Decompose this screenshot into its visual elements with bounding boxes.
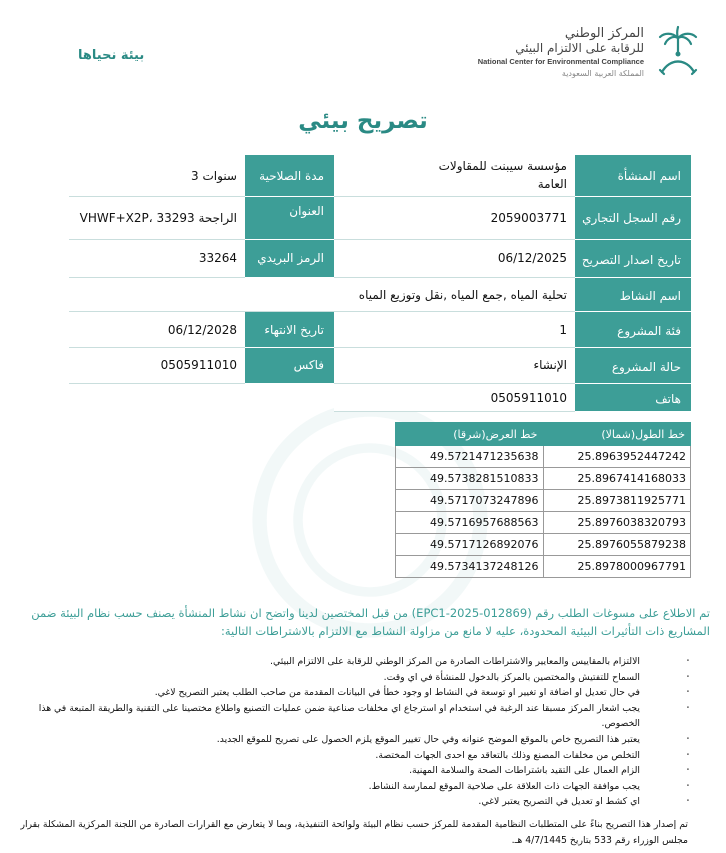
facility-name-value: مؤسسة سيبنت للمقاولات العامة: [334, 155, 575, 197]
list-item: · يجب اشعار المركز مسبقا عند الرغبة في استخدام او استرجاع اي مخلفات صناعية ضمن عمليات التصنيع واطلاع مختصينا على التقنية والطريقة المتبعة في هذا الخصوص.: [14, 701, 690, 732]
org-name-ar-line2: للرقابة على الالتزام البيئي: [515, 41, 644, 55]
table-row: [396, 512, 691, 534]
longitude-cell: 25.8967414168033: [543, 468, 691, 490]
fax-value: 0505911010: [69, 348, 245, 384]
country-name: المملكة العربية السعودية: [561, 69, 644, 78]
organization-block: [478, 26, 644, 78]
coordinates-table: [395, 422, 691, 578]
facility-name-label: اسم المنشأة: [575, 155, 691, 197]
list-item: · يعتبر هذا التصريح خاص بالموقع الموضح عنوانه وفي حال تغيير الموقع يلزم الحصول على تصريح للموقع الجديد.: [14, 732, 690, 748]
intro-text-after: من قبل المختصين لدينا واتضح ان نشاط المنشأة يصنف حسب نظام البيئة ضمن المشاريع ذات التأثيرات البيئية المحدودة، عليه لا مانع من مزاولة النشاط مع الالتزام بالاشتراطات التالية:: [31, 606, 710, 638]
org-name-en: National Center for Environmental Compliance: [477, 57, 644, 66]
request-number: (EPC1-2025-012869): [411, 606, 532, 620]
palm-swords-emblem-icon: [652, 24, 704, 82]
latitude-cell: 49.5721471235638: [396, 446, 544, 468]
longitude-cell: 25.8963952447242: [543, 446, 691, 468]
intro-text-before: تم الاطلاع على مسوغات الطلب رقم: [535, 606, 710, 620]
longitude-cell: 25.8976038320793: [543, 512, 691, 534]
category-value: 1: [334, 312, 575, 348]
table-row: [396, 446, 691, 468]
list-item: · في حال تعديل او اضافة او تغيير او توسعة في النشاط او وجود خطأ في البيانات المقدمة من صاحب الطلب يعتبر التصريح لاغي.: [14, 685, 690, 701]
longitude-cell: 25.8978000967791: [543, 556, 691, 578]
list-item: · التخلص من مخلفات المصنع وذلك بالتعاقد مع احدى الجهات المختصة.: [14, 748, 690, 764]
status-value: الإنشاء: [334, 348, 575, 384]
list-item: · الالتزام بالمقاييس والمعايير والاشتراطات الصادرة من المركز الوطني للرقابة على الالتزام البيئي.: [14, 654, 690, 670]
postal-value: 33264: [69, 240, 245, 278]
coordinates-header-row: [396, 423, 691, 446]
phone-label: هاتف: [575, 384, 691, 412]
expiry-value: 06/12/2028: [69, 312, 245, 348]
page-title: تصريح بيئي: [298, 108, 428, 134]
list-item: · السماح للتفتيش والمختصين بالمركز بالدخول للمنشأة في اي وقت.: [14, 670, 690, 686]
postal-label: الرمز البريدي: [245, 240, 334, 278]
org-name-ar-line1: المركز الوطني: [564, 26, 644, 41]
issue-date-value: 06/12/2025: [334, 240, 575, 278]
latitude-cell: 49.5717073247896: [396, 490, 544, 512]
activity-label: اسم النشاط: [575, 278, 691, 312]
phone-value: 0505911010: [334, 384, 575, 412]
list-item: · يجب موافقة الجهات ذات العلاقة على صلاحية الموقع لممارسة النشاط.: [14, 779, 690, 795]
issue-date-label: تاريخ اصدار التصريح: [575, 240, 691, 278]
latitude-cell: 49.5734137248126: [396, 556, 544, 578]
column-header-latitude: خط العرض(شرقا): [396, 423, 544, 446]
latitude-cell: 49.5738281510833: [396, 468, 544, 490]
fax-label: فاكس: [245, 348, 334, 384]
longitude-cell: 25.8976055879238: [543, 534, 691, 556]
activity-value: تحلية المياه ,جمع المياه ,نقل وتوزيع المياه: [69, 278, 575, 312]
validity-label: مدة الصلاحية: [245, 155, 334, 197]
table-row: [396, 468, 691, 490]
latitude-cell: 49.5716957688563: [396, 512, 544, 534]
longitude-cell: 25.8973811925771: [543, 490, 691, 512]
column-header-longitude: خط الطول(شمالا): [543, 423, 691, 446]
validity-value: 3 سنوات: [69, 155, 245, 197]
latitude-cell: 49.5717126892076: [396, 534, 544, 556]
address-value: VHWF+X2P، 33293 الراجحة: [69, 197, 245, 240]
closing-statement: تم إصدار هذا التصريح بناءً على المتطلبات النظامية المقدمة للمركز حسب نظام البيئة ولوائحة التنفيذية، وبما لا يتعارض مع القرارات الصادرة من اللجنة المركزية المشكلة بقرار مجلس الوزراء رقم 533 بتاريخ 4/7/1445 هـ.: [20, 819, 688, 846]
cr-value: 2059003771: [334, 197, 575, 240]
intro-paragraph: [14, 604, 710, 640]
status-label: حالة المشروع: [575, 348, 691, 384]
category-label: فئة المشروع: [575, 312, 691, 348]
table-row: [396, 556, 691, 578]
table-row: [396, 534, 691, 556]
table-row: [396, 490, 691, 512]
slogan: بيئة نحياها: [78, 48, 145, 63]
address-label: العنوان: [245, 197, 334, 240]
conditions-list: [14, 654, 690, 810]
expiry-label: تاريخ الانتهاء: [245, 312, 334, 348]
list-item: · الزام العمال على التقيد باشتراطات الصحة والسلامة المهنية.: [14, 763, 690, 779]
list-item: · اي كشط او تعديل في التصريح يعتبر لاغي.: [14, 794, 690, 810]
cr-label: رقم السجل التجاري: [575, 197, 691, 240]
